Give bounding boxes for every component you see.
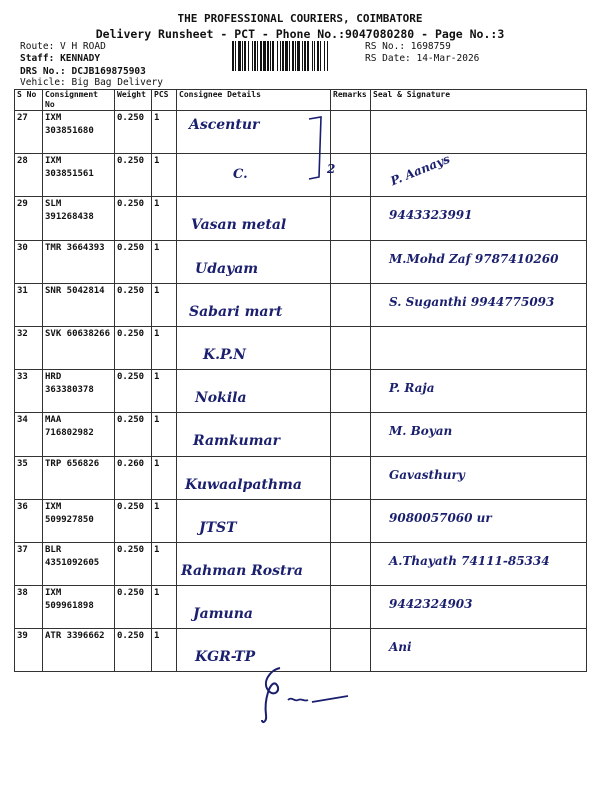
cell-pcs: 1 [152,586,177,629]
cell-seal-signature [371,413,587,456]
cell-weight: 0.250 [115,586,152,629]
cell-weight: 0.250 [115,197,152,240]
handwritten-consignee: Kuwaalpathma [185,476,302,493]
cell-consignment-no: SLM 391268438 [43,197,115,240]
cell-remarks [331,586,371,629]
cell-seal-signature [371,499,587,542]
table-row [15,413,587,456]
cell-sno: 38 [15,586,43,629]
cell-remarks [331,111,371,154]
col-header-weight: Weight [115,90,152,111]
handwritten-signature: M.Mohd Zaf 9787410260 [389,251,559,266]
cell-consignment-no: IXM 509927850 [43,499,115,542]
table-row [15,197,587,240]
cell-seal-signature [371,240,587,283]
handwritten-consignee: Jamuna [193,606,253,623]
cell-sno: 29 [15,197,43,240]
cell-seal-signature [371,111,587,154]
col-header-pcs: PCS [152,90,177,111]
cell-weight: 0.250 [115,326,152,369]
cell-consignee [177,586,331,629]
handwritten-consignee: Ramkumar [193,433,280,450]
cell-weight: 0.250 [115,499,152,542]
table-row [15,542,587,585]
cell-sno: 34 [15,413,43,456]
cell-weight: 0.250 [115,240,152,283]
cell-pcs: 1 [152,542,177,585]
cell-consignee [177,413,331,456]
cell-seal-signature [371,370,587,413]
cell-consignment-no: IXM 509961898 [43,586,115,629]
handwritten-consignee: Vasan metal [191,217,287,234]
col-header-seal: Seal & Signature [371,90,587,111]
handwritten-signature: 9442324903 [389,597,473,612]
cell-consignment-no: IXM 303851561 [43,154,115,197]
table-row [15,586,587,629]
cell-weight: 0.250 [115,370,152,413]
cell-pcs: 1 [152,283,177,326]
handwritten-consignee: Sabari mart [189,303,283,320]
cell-consignment-no: SVK 60638266 [43,326,115,369]
cell-sno: 28 [15,154,43,197]
handwritten-consignee: Nokila [195,390,247,407]
table-row [15,111,587,154]
cell-pcs: 1 [152,111,177,154]
cell-seal-signature [371,456,587,499]
cell-remarks [331,456,371,499]
cell-consignee [177,111,336,176]
col-header-sno: S No [15,90,43,111]
cell-consignment-no: TRP 656826 [43,456,115,499]
cell-consignee [177,240,331,283]
cell-sno: 32 [15,326,43,369]
cell-weight: 0.250 [115,542,152,585]
barcode [232,41,360,71]
cell-weight: 0.250 [115,111,152,154]
cell-pcs: 1 [152,240,177,283]
handwritten-note: C. [233,167,248,183]
cell-seal-signature [371,197,587,240]
table-row [15,240,587,283]
cell-sno: 30 [15,240,43,283]
rs-date: RS Date: 14-Mar-2026 [365,53,480,64]
cell-pcs: 1 [152,154,177,197]
handwritten-consignee: KGR-TP [195,649,256,666]
cell-pcs: 1 [152,326,177,369]
cell-weight: 0.260 [115,456,152,499]
handwritten-consignee: Ascentur [189,117,260,133]
cell-sno: 33 [15,370,43,413]
cell-consignee [177,370,331,413]
cell-consignee [177,197,331,240]
cell-sno: 31 [15,283,43,326]
cell-weight: 0.250 [115,154,152,197]
handwritten-signature: 9080057060 ur [389,510,492,525]
cell-consignee [177,456,331,499]
handwritten-signature: P. Aanays [388,151,452,189]
vehicle-text: Vehicle: Big Bag Delivery [20,77,163,88]
handwritten-consignee: Udayam [195,260,259,277]
cell-consignment-no: SNR 5042814 [43,283,115,326]
staff-line [20,53,100,64]
cell-seal-signature [371,283,587,326]
table-row [15,154,587,197]
cell-weight: 0.250 [115,413,152,456]
drs-number: DCJB169875903 [71,66,146,77]
handwritten-signature: P. Raja [389,381,435,396]
runsheet-subtitle: Delivery Runsheet - PCT - Phone No.:9047080280 - Page No.:3 [95,27,505,41]
cell-sno: 35 [15,456,43,499]
cell-remarks [331,542,371,585]
table-row [15,283,587,326]
cell-consignment-no: MAA 716802982 [43,413,115,456]
cell-weight: 0.250 [115,283,152,326]
table-row [15,456,587,499]
cell-consignment-no: ATR 3396662 [43,629,115,672]
cell-seal-signature [371,542,587,585]
handwritten-consignee: JTST [199,519,237,536]
table-row [15,499,587,542]
cell-remarks [331,154,371,197]
staff-name: KENNADY [60,53,101,64]
handwritten-consignee: Rahman Rostra [181,562,303,579]
drs-label: DRS No.: [20,66,66,77]
cell-seal-signature [371,629,587,672]
company-title: THE PROFESSIONAL COURIERS, COIMBATORE [177,12,423,25]
cell-consignee [177,283,331,326]
drs-line [20,66,146,77]
cell-weight: 0.250 [115,629,152,672]
cell-remarks [331,197,371,240]
table-row [15,370,587,413]
handwritten-signature: Gavasthury [389,467,465,482]
cell-pcs: 1 [152,197,177,240]
staff-signature [240,660,350,730]
cell-remarks [331,283,371,326]
cell-pcs: 1 [152,370,177,413]
bracket-mark: 2 [327,162,336,176]
cell-pcs: 1 [152,629,177,672]
handwritten-signature: S. Suganthi 9944775093 [389,294,555,309]
cell-consignment-no: HRD 363380378 [43,370,115,413]
cell-seal-signature [371,586,587,629]
col-header-consignment: Consignment No [43,90,115,111]
cell-consignee [177,326,331,369]
cell-consignment-no: BLR 4351092605 [43,542,115,585]
cell-remarks [331,326,371,369]
cell-seal-signature [371,326,587,369]
cell-remarks [331,240,371,283]
handwritten-signature: M. Boyan [389,424,453,439]
cell-consignee [177,499,331,542]
cell-pcs: 1 [152,499,177,542]
staff-label: Staff: [20,53,55,64]
table-row [15,326,587,369]
cell-remarks [331,499,371,542]
cell-consignment-no: TMR 3664393 [43,240,115,283]
col-header-consignee: Consignee Details [177,90,331,111]
handwritten-signature: Ani [389,640,412,655]
cell-consignee [177,154,331,197]
cell-pcs: 1 [152,456,177,499]
col-header-remarks: Remarks [331,90,371,111]
cell-sno: 36 [15,499,43,542]
cell-sno: 27 [15,111,43,154]
handwritten-signature: 9443323991 [389,208,473,223]
route-text: Route: V H ROAD [20,41,106,52]
cell-remarks [331,370,371,413]
cell-consignment-no: IXM 303851680 [43,111,115,154]
handwritten-consignee: K.P.N [203,346,246,363]
cell-sno: 39 [15,629,43,672]
handwritten-signature: A.Thayath 74111-85334 [389,553,550,568]
cell-remarks [331,413,371,456]
runsheet-table [14,89,587,672]
rs-number: RS No.: 1698759 [365,41,451,52]
cell-consignee [177,542,331,585]
cell-pcs: 1 [152,413,177,456]
cell-sno: 37 [15,542,43,585]
table-header-row [15,90,587,111]
cell-seal-signature [371,151,587,197]
